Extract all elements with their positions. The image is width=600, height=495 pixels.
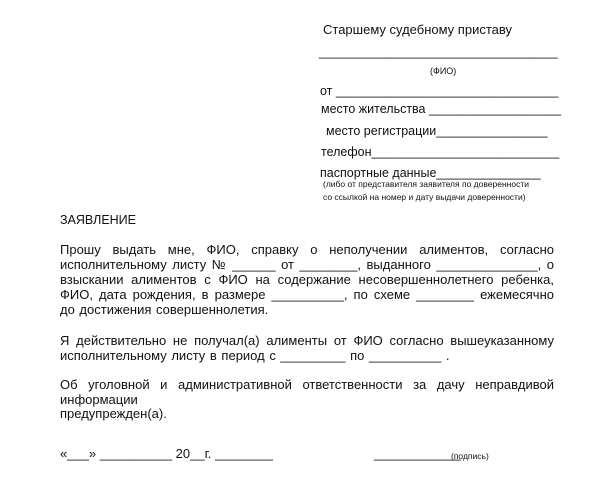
non-receipt-paragraph: Я действительно не получал(а) алименты от ФИО согласно вышеуказанному исполнительному листу в период с _________ по __________ . [60, 333, 554, 363]
signature-caption: (подпись) [451, 451, 489, 461]
signature-blank: ____________ [374, 446, 461, 461]
registration-line: место регистрации________________ [326, 124, 548, 138]
liability-paragraph-end: предупрежден(а). [60, 406, 167, 421]
from-line: от ________________________________ [320, 84, 559, 98]
passport-line: паспортные данные_______________ [320, 166, 541, 180]
document-title: ЗАЯВЛЕНИЕ [60, 213, 137, 227]
request-paragraph: Прошу выдать мне, ФИО, справку о неполучении алиментов, согласно исполнительному листу № ______ от ________, выданного ______________, о взыскании алиментов с ФИО на содержание несовершеннолетнего ребенка, ФИО, дата рождения, в размере __________, по схеме ________ ежемесячно до достижения совершеннолетия. [60, 242, 554, 317]
phone-line: телефон___________________________ [321, 145, 560, 159]
representative-note-line-1: (либо от представителя заявителя по доверенности [323, 179, 529, 189]
liability-paragraph: Об уголовной и административной ответственности за дачу неправдивой информации [60, 377, 554, 407]
representative-note-line-2: со ссылкой на номер и дату выдачи доверенности) [323, 192, 526, 202]
addressee-line: Старшему судебному приставу [323, 22, 512, 37]
residence-line: место жительства ___________________ [321, 102, 562, 116]
fio-caption: (ФИО) [430, 66, 457, 76]
date-line: «___» __________ 20__г. ________ [60, 446, 273, 461]
addressee-blank: _________________________________ [319, 44, 558, 59]
